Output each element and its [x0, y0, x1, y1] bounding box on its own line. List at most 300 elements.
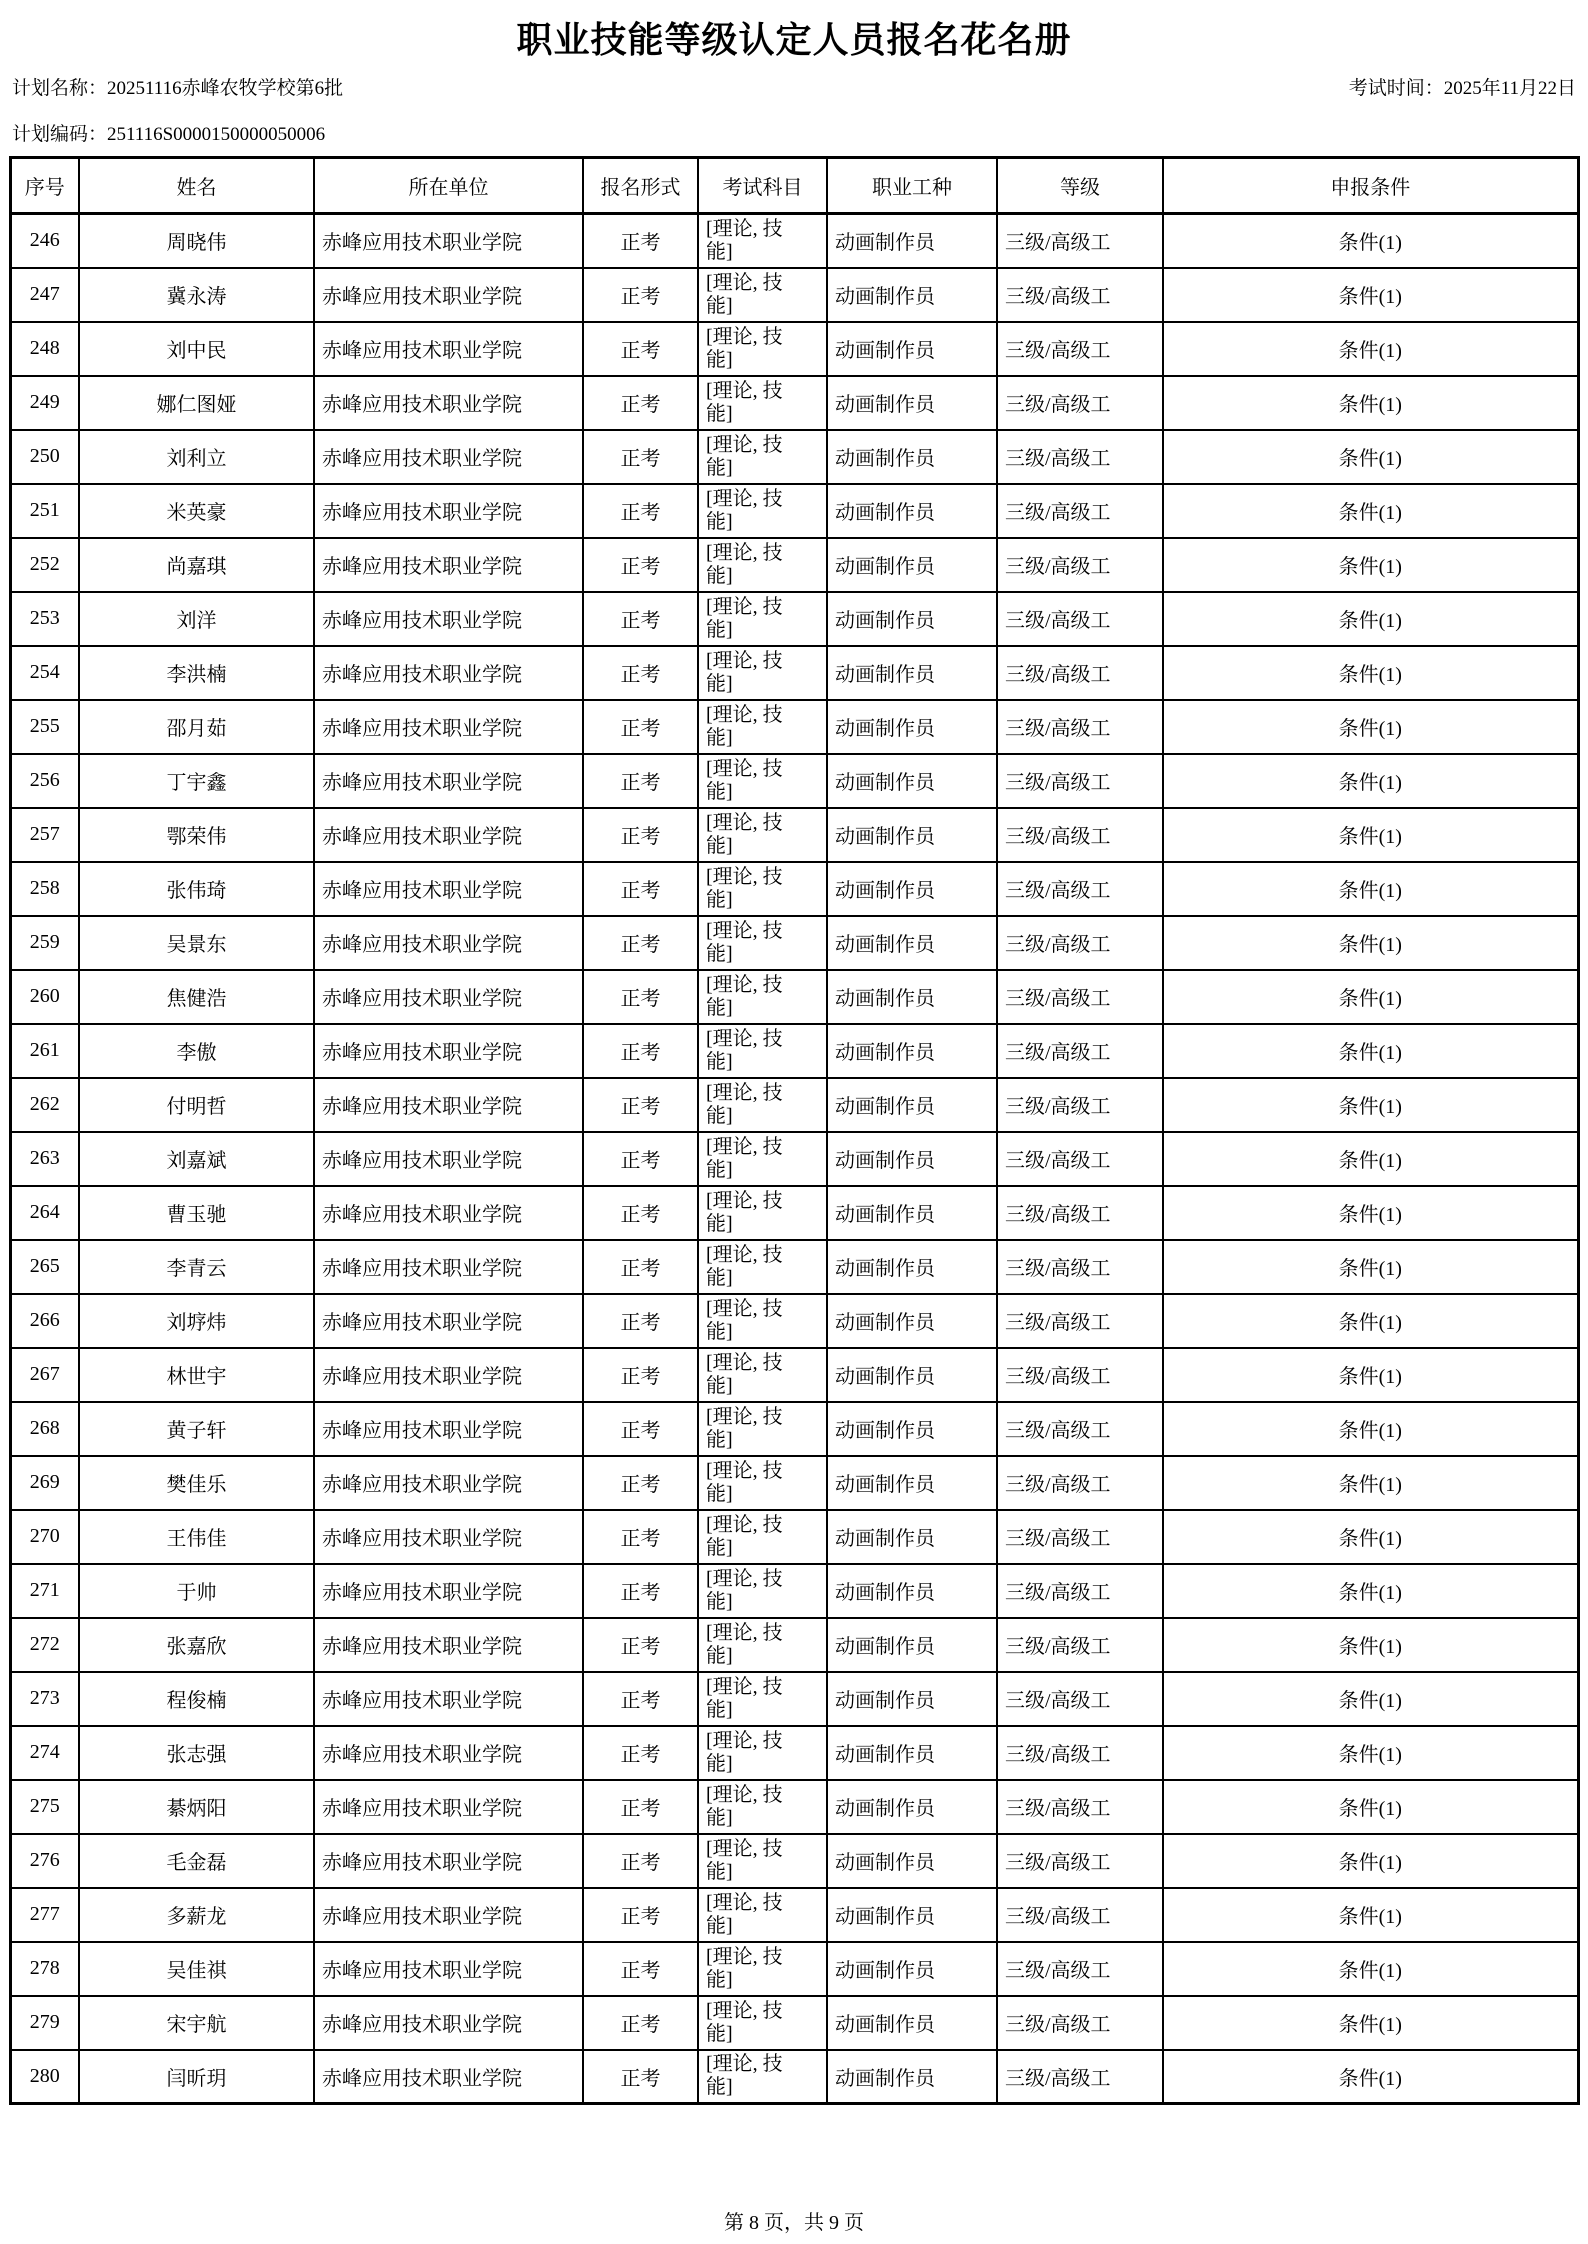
cell-form: 正考	[583, 970, 698, 1024]
cell-unit: 赤峰应用技术职业学院	[314, 1888, 583, 1942]
cell-name: 邵月茹	[79, 700, 314, 754]
cell-name: 鄂荣伟	[79, 808, 314, 862]
cell-form: 正考	[583, 1834, 698, 1888]
table-row	[10, 376, 1578, 430]
cell-occupation: 动画制作员	[827, 862, 997, 916]
table-row	[10, 1024, 1578, 1078]
cell-form: 正考	[583, 862, 698, 916]
cell-name: 宋宇航	[79, 1996, 314, 2050]
cell-unit: 赤峰应用技术职业学院	[314, 1834, 583, 1888]
cell-no: 257	[10, 808, 79, 862]
cell-condition: 条件(1)	[1163, 1240, 1578, 1294]
cell-unit: 赤峰应用技术职业学院	[314, 430, 583, 484]
cell-subjects: [理论, 技能]	[698, 214, 827, 268]
table-row	[10, 1564, 1578, 1618]
plan-code-label: 计划编码：	[12, 124, 108, 145]
header-row	[10, 158, 1578, 214]
cell-occupation: 动画制作员	[827, 1996, 997, 2050]
table-row	[10, 1888, 1578, 1942]
table-row	[10, 1942, 1578, 1996]
cell-no: 271	[10, 1564, 79, 1618]
cell-condition: 条件(1)	[1163, 1132, 1578, 1186]
cell-occupation: 动画制作员	[827, 1726, 997, 1780]
cell-occupation: 动画制作员	[827, 916, 997, 970]
cell-condition: 条件(1)	[1163, 322, 1578, 376]
cell-unit: 赤峰应用技术职业学院	[314, 1402, 583, 1456]
cell-level: 三级/高级工	[997, 1078, 1163, 1132]
cell-level: 三级/高级工	[997, 1456, 1163, 1510]
cell-name: 刘利立	[79, 430, 314, 484]
cell-occupation: 动画制作员	[827, 1348, 997, 1402]
cell-no: 266	[10, 1294, 79, 1348]
plan-code-value: 251116S0000150000050006	[107, 124, 326, 145]
cell-level: 三级/高级工	[997, 430, 1163, 484]
cell-name: 綦炳阳	[79, 1780, 314, 1834]
col-header-form: 报名形式	[583, 158, 698, 214]
table-row	[10, 1240, 1578, 1294]
table-row	[10, 2050, 1578, 2104]
cell-occupation: 动画制作员	[827, 268, 997, 322]
cell-unit: 赤峰应用技术职业学院	[314, 322, 583, 376]
cell-no: 260	[10, 970, 79, 1024]
cell-no: 258	[10, 862, 79, 916]
table-row	[10, 754, 1578, 808]
cell-form: 正考	[583, 754, 698, 808]
plan-name-value: 20251116赤峰农牧学校第6批	[107, 78, 344, 99]
cell-condition: 条件(1)	[1163, 1618, 1578, 1672]
table-row	[10, 1348, 1578, 1402]
cell-level: 三级/高级工	[997, 1942, 1163, 1996]
cell-name: 李洪楠	[79, 646, 314, 700]
cell-form: 正考	[583, 376, 698, 430]
cell-form: 正考	[583, 430, 698, 484]
table-row	[10, 862, 1578, 916]
cell-occupation: 动画制作员	[827, 970, 997, 1024]
cell-name: 曹玉驰	[79, 1186, 314, 1240]
cell-occupation: 动画制作员	[827, 1834, 997, 1888]
cell-subjects: [理论, 技能]	[698, 808, 827, 862]
cell-level: 三级/高级工	[997, 808, 1163, 862]
cell-occupation: 动画制作员	[827, 1888, 997, 1942]
meta-row-2	[12, 123, 1576, 147]
cell-level: 三级/高级工	[997, 646, 1163, 700]
cell-subjects: [理论, 技能]	[698, 1294, 827, 1348]
cell-level: 三级/高级工	[997, 2050, 1163, 2104]
cell-unit: 赤峰应用技术职业学院	[314, 1294, 583, 1348]
col-header-level: 等级	[997, 158, 1163, 214]
cell-level: 三级/高级工	[997, 1132, 1163, 1186]
cell-subjects: [理论, 技能]	[698, 376, 827, 430]
cell-name: 刘嘉斌	[79, 1132, 314, 1186]
cell-condition: 条件(1)	[1163, 430, 1578, 484]
cell-name: 尚嘉琪	[79, 538, 314, 592]
cell-form: 正考	[583, 808, 698, 862]
cell-form: 正考	[583, 1942, 698, 1996]
cell-condition: 条件(1)	[1163, 646, 1578, 700]
cell-subjects: [理论, 技能]	[698, 1996, 827, 2050]
cell-form: 正考	[583, 1888, 698, 1942]
cell-occupation: 动画制作员	[827, 214, 997, 268]
cell-occupation: 动画制作员	[827, 2050, 997, 2104]
cell-subjects: [理论, 技能]	[698, 1240, 827, 1294]
cell-no: 265	[10, 1240, 79, 1294]
cell-form: 正考	[583, 1780, 698, 1834]
cell-level: 三级/高级工	[997, 916, 1163, 970]
cell-name: 闫昕玥	[79, 2050, 314, 2104]
cell-level: 三级/高级工	[997, 1726, 1163, 1780]
cell-level: 三级/高级工	[997, 1348, 1163, 1402]
cell-name: 张伟琦	[79, 862, 314, 916]
cell-name: 周晓伟	[79, 214, 314, 268]
roster-table	[9, 156, 1580, 2105]
cell-form: 正考	[583, 1402, 698, 1456]
cell-unit: 赤峰应用技术职业学院	[314, 484, 583, 538]
cell-form: 正考	[583, 646, 698, 700]
cell-no: 254	[10, 646, 79, 700]
cell-condition: 条件(1)	[1163, 1510, 1578, 1564]
cell-no: 280	[10, 2050, 79, 2104]
table-row	[10, 1834, 1578, 1888]
cell-form: 正考	[583, 1672, 698, 1726]
cell-condition: 条件(1)	[1163, 916, 1578, 970]
cell-level: 三级/高级工	[997, 1402, 1163, 1456]
cell-name: 多薪龙	[79, 1888, 314, 1942]
cell-occupation: 动画制作员	[827, 1780, 997, 1834]
cell-level: 三级/高级工	[997, 1564, 1163, 1618]
cell-unit: 赤峰应用技术职业学院	[314, 1132, 583, 1186]
cell-no: 251	[10, 484, 79, 538]
cell-condition: 条件(1)	[1163, 1672, 1578, 1726]
table-row	[10, 430, 1578, 484]
cell-unit: 赤峰应用技术职业学院	[314, 862, 583, 916]
cell-name: 米英豪	[79, 484, 314, 538]
cell-level: 三级/高级工	[997, 214, 1163, 268]
cell-unit: 赤峰应用技术职业学院	[314, 592, 583, 646]
cell-unit: 赤峰应用技术职业学院	[314, 1186, 583, 1240]
cell-no: 246	[10, 214, 79, 268]
cell-subjects: [理论, 技能]	[698, 700, 827, 754]
exam-time	[1349, 77, 1576, 101]
cell-name: 丁宇鑫	[79, 754, 314, 808]
cell-unit: 赤峰应用技术职业学院	[314, 376, 583, 430]
cell-level: 三级/高级工	[997, 1186, 1163, 1240]
col-header-unit: 所在单位	[314, 158, 583, 214]
cell-form: 正考	[583, 1996, 698, 2050]
cell-level: 三级/高级工	[997, 1618, 1163, 1672]
cell-level: 三级/高级工	[997, 268, 1163, 322]
cell-form: 正考	[583, 1078, 698, 1132]
col-header-name: 姓名	[79, 158, 314, 214]
cell-no: 261	[10, 1024, 79, 1078]
cell-no: 268	[10, 1402, 79, 1456]
table-row	[10, 700, 1578, 754]
table-row	[10, 538, 1578, 592]
cell-no: 279	[10, 1996, 79, 2050]
cell-level: 三级/高级工	[997, 1996, 1163, 2050]
cell-subjects: [理论, 技能]	[698, 1618, 827, 1672]
cell-name: 冀永涛	[79, 268, 314, 322]
cell-subjects: [理论, 技能]	[698, 862, 827, 916]
cell-subjects: [理论, 技能]	[698, 1510, 827, 1564]
cell-level: 三级/高级工	[997, 700, 1163, 754]
cell-unit: 赤峰应用技术职业学院	[314, 1348, 583, 1402]
cell-unit: 赤峰应用技术职业学院	[314, 2050, 583, 2104]
table-row	[10, 1726, 1578, 1780]
cell-subjects: [理论, 技能]	[698, 646, 827, 700]
cell-form: 正考	[583, 592, 698, 646]
cell-name: 焦健浩	[79, 970, 314, 1024]
cell-condition: 条件(1)	[1163, 754, 1578, 808]
cell-subjects: [理论, 技能]	[698, 1780, 827, 1834]
table-row	[10, 1618, 1578, 1672]
cell-unit: 赤峰应用技术职业学院	[314, 1726, 583, 1780]
cell-no: 269	[10, 1456, 79, 1510]
cell-form: 正考	[583, 1024, 698, 1078]
cell-occupation: 动画制作员	[827, 1078, 997, 1132]
cell-unit: 赤峰应用技术职业学院	[314, 1564, 583, 1618]
cell-occupation: 动画制作员	[827, 1240, 997, 1294]
cell-form: 正考	[583, 1564, 698, 1618]
cell-name: 林世宇	[79, 1348, 314, 1402]
cell-condition: 条件(1)	[1163, 538, 1578, 592]
plan-code	[12, 123, 325, 147]
table-row	[10, 1456, 1578, 1510]
cell-occupation: 动画制作员	[827, 484, 997, 538]
cell-form: 正考	[583, 1510, 698, 1564]
cell-subjects: [理论, 技能]	[698, 1402, 827, 1456]
cell-subjects: [理论, 技能]	[698, 1888, 827, 1942]
cell-no: 273	[10, 1672, 79, 1726]
cell-no: 252	[10, 538, 79, 592]
cell-occupation: 动画制作员	[827, 1942, 997, 1996]
cell-subjects: [理论, 技能]	[698, 484, 827, 538]
cell-no: 248	[10, 322, 79, 376]
page-title: 职业技能等级认定人员报名花名册	[516, 20, 1072, 60]
cell-name: 李青云	[79, 1240, 314, 1294]
cell-form: 正考	[583, 538, 698, 592]
cell-unit: 赤峰应用技术职业学院	[314, 1240, 583, 1294]
cell-subjects: [理论, 技能]	[698, 592, 827, 646]
table-row	[10, 1078, 1578, 1132]
cell-subjects: [理论, 技能]	[698, 1456, 827, 1510]
cell-no: 262	[10, 1078, 79, 1132]
cell-unit: 赤峰应用技术职业学院	[314, 1672, 583, 1726]
cell-occupation: 动画制作员	[827, 430, 997, 484]
cell-condition: 条件(1)	[1163, 1726, 1578, 1780]
cell-condition: 条件(1)	[1163, 862, 1578, 916]
cell-subjects: [理论, 技能]	[698, 268, 827, 322]
cell-no: 264	[10, 1186, 79, 1240]
cell-occupation: 动画制作员	[827, 538, 997, 592]
cell-subjects: [理论, 技能]	[698, 1564, 827, 1618]
cell-form: 正考	[583, 1294, 698, 1348]
cell-occupation: 动画制作员	[827, 1510, 997, 1564]
cell-occupation: 动画制作员	[827, 1024, 997, 1078]
exam-time-label: 考试时间：	[1348, 78, 1444, 99]
cell-form: 正考	[583, 484, 698, 538]
cell-unit: 赤峰应用技术职业学院	[314, 1942, 583, 1996]
cell-form: 正考	[583, 1618, 698, 1672]
cell-subjects: [理论, 技能]	[698, 754, 827, 808]
cell-condition: 条件(1)	[1163, 1942, 1578, 1996]
cell-condition: 条件(1)	[1163, 1564, 1578, 1618]
cell-occupation: 动画制作员	[827, 1132, 997, 1186]
cell-condition: 条件(1)	[1163, 1888, 1578, 1942]
cell-name: 刘中民	[79, 322, 314, 376]
cell-name: 付明哲	[79, 1078, 314, 1132]
cell-occupation: 动画制作员	[827, 1618, 997, 1672]
cell-condition: 条件(1)	[1163, 1780, 1578, 1834]
cell-occupation: 动画制作员	[827, 1672, 997, 1726]
cell-subjects: [理论, 技能]	[698, 970, 827, 1024]
table-row	[10, 592, 1578, 646]
cell-level: 三级/高级工	[997, 1672, 1163, 1726]
cell-condition: 条件(1)	[1163, 214, 1578, 268]
cell-unit: 赤峰应用技术职业学院	[314, 268, 583, 322]
table-row	[10, 1294, 1578, 1348]
cell-condition: 条件(1)	[1163, 1996, 1578, 2050]
cell-level: 三级/高级工	[997, 1834, 1163, 1888]
cell-no: 276	[10, 1834, 79, 1888]
cell-level: 三级/高级工	[997, 1510, 1163, 1564]
cell-level: 三级/高级工	[997, 1780, 1163, 1834]
cell-subjects: [理论, 技能]	[698, 1726, 827, 1780]
cell-no: 263	[10, 1132, 79, 1186]
cell-condition: 条件(1)	[1163, 1186, 1578, 1240]
cell-name: 刘洋	[79, 592, 314, 646]
cell-level: 三级/高级工	[997, 1294, 1163, 1348]
cell-no: 272	[10, 1618, 79, 1672]
cell-condition: 条件(1)	[1163, 376, 1578, 430]
cell-name: 李傲	[79, 1024, 314, 1078]
cell-name: 张志强	[79, 1726, 314, 1780]
cell-no: 259	[10, 916, 79, 970]
cell-condition: 条件(1)	[1163, 592, 1578, 646]
exam-time-value: 2025年11月22日	[1443, 78, 1576, 99]
cell-no: 270	[10, 1510, 79, 1564]
cell-condition: 条件(1)	[1163, 700, 1578, 754]
cell-condition: 条件(1)	[1163, 484, 1578, 538]
cell-subjects: [理论, 技能]	[698, 1834, 827, 1888]
cell-subjects: [理论, 技能]	[698, 1348, 827, 1402]
table-row	[10, 1510, 1578, 1564]
cell-form: 正考	[583, 322, 698, 376]
cell-occupation: 动画制作员	[827, 1564, 997, 1618]
page-footer: 第 8 页，共 9 页	[724, 2212, 864, 2234]
cell-unit: 赤峰应用技术职业学院	[314, 1618, 583, 1672]
cell-subjects: [理论, 技能]	[698, 1078, 827, 1132]
cell-subjects: [理论, 技能]	[698, 916, 827, 970]
cell-subjects: [理论, 技能]	[698, 1024, 827, 1078]
cell-name: 樊佳乐	[79, 1456, 314, 1510]
cell-condition: 条件(1)	[1163, 1834, 1578, 1888]
cell-unit: 赤峰应用技术职业学院	[314, 754, 583, 808]
cell-occupation: 动画制作员	[827, 592, 997, 646]
col-header-no: 序号	[10, 158, 79, 214]
cell-form: 正考	[583, 916, 698, 970]
cell-unit: 赤峰应用技术职业学院	[314, 1780, 583, 1834]
table-row	[10, 484, 1578, 538]
cell-level: 三级/高级工	[997, 1024, 1163, 1078]
cell-condition: 条件(1)	[1163, 970, 1578, 1024]
table-row	[10, 808, 1578, 862]
cell-unit: 赤峰应用技术职业学院	[314, 700, 583, 754]
cell-no: 275	[10, 1780, 79, 1834]
cell-level: 三级/高级工	[997, 376, 1163, 430]
cell-level: 三级/高级工	[997, 538, 1163, 592]
cell-form: 正考	[583, 214, 698, 268]
table-row	[10, 1672, 1578, 1726]
cell-condition: 条件(1)	[1163, 1024, 1578, 1078]
table-row	[10, 916, 1578, 970]
roster-table-body	[10, 214, 1578, 2104]
cell-form: 正考	[583, 1240, 698, 1294]
cell-occupation: 动画制作员	[827, 1294, 997, 1348]
cell-name: 娜仁图娅	[79, 376, 314, 430]
col-header-condition: 申报条件	[1163, 158, 1578, 214]
cell-no: 255	[10, 700, 79, 754]
table-row	[10, 1996, 1578, 2050]
cell-level: 三级/高级工	[997, 484, 1163, 538]
cell-condition: 条件(1)	[1163, 1348, 1578, 1402]
cell-form: 正考	[583, 1186, 698, 1240]
cell-name: 黄子轩	[79, 1402, 314, 1456]
cell-unit: 赤峰应用技术职业学院	[314, 214, 583, 268]
table-row	[10, 1402, 1578, 1456]
cell-name: 程俊楠	[79, 1672, 314, 1726]
cell-level: 三级/高级工	[997, 754, 1163, 808]
cell-condition: 条件(1)	[1163, 808, 1578, 862]
cell-occupation: 动画制作员	[827, 1186, 997, 1240]
cell-subjects: [理论, 技能]	[698, 1672, 827, 1726]
cell-subjects: [理论, 技能]	[698, 538, 827, 592]
cell-level: 三级/高级工	[997, 592, 1163, 646]
table-row	[10, 268, 1578, 322]
cell-name: 于帅	[79, 1564, 314, 1618]
cell-occupation: 动画制作员	[827, 376, 997, 430]
cell-form: 正考	[583, 268, 698, 322]
cell-no: 278	[10, 1942, 79, 1996]
cell-form: 正考	[583, 2050, 698, 2104]
cell-condition: 条件(1)	[1163, 1294, 1578, 1348]
cell-no: 267	[10, 1348, 79, 1402]
cell-occupation: 动画制作员	[827, 700, 997, 754]
cell-subjects: [理论, 技能]	[698, 1132, 827, 1186]
col-header-occupation: 职业工种	[827, 158, 997, 214]
cell-unit: 赤峰应用技术职业学院	[314, 1024, 583, 1078]
cell-occupation: 动画制作员	[827, 1456, 997, 1510]
cell-level: 三级/高级工	[997, 322, 1163, 376]
cell-no: 253	[10, 592, 79, 646]
table-row	[10, 322, 1578, 376]
cell-unit: 赤峰应用技术职业学院	[314, 970, 583, 1024]
cell-subjects: [理论, 技能]	[698, 1942, 827, 1996]
plan-name	[12, 77, 343, 101]
cell-level: 三级/高级工	[997, 970, 1163, 1024]
cell-unit: 赤峰应用技术职业学院	[314, 808, 583, 862]
cell-unit: 赤峰应用技术职业学院	[314, 1078, 583, 1132]
cell-occupation: 动画制作员	[827, 754, 997, 808]
cell-level: 三级/高级工	[997, 1240, 1163, 1294]
cell-subjects: [理论, 技能]	[698, 322, 827, 376]
cell-subjects: [理论, 技能]	[698, 430, 827, 484]
col-header-subjects: 考试科目	[698, 158, 827, 214]
cell-name: 毛金磊	[79, 1834, 314, 1888]
cell-no: 250	[10, 430, 79, 484]
cell-condition: 条件(1)	[1163, 2050, 1578, 2104]
cell-unit: 赤峰应用技术职业学院	[314, 1456, 583, 1510]
cell-name: 张嘉欣	[79, 1618, 314, 1672]
